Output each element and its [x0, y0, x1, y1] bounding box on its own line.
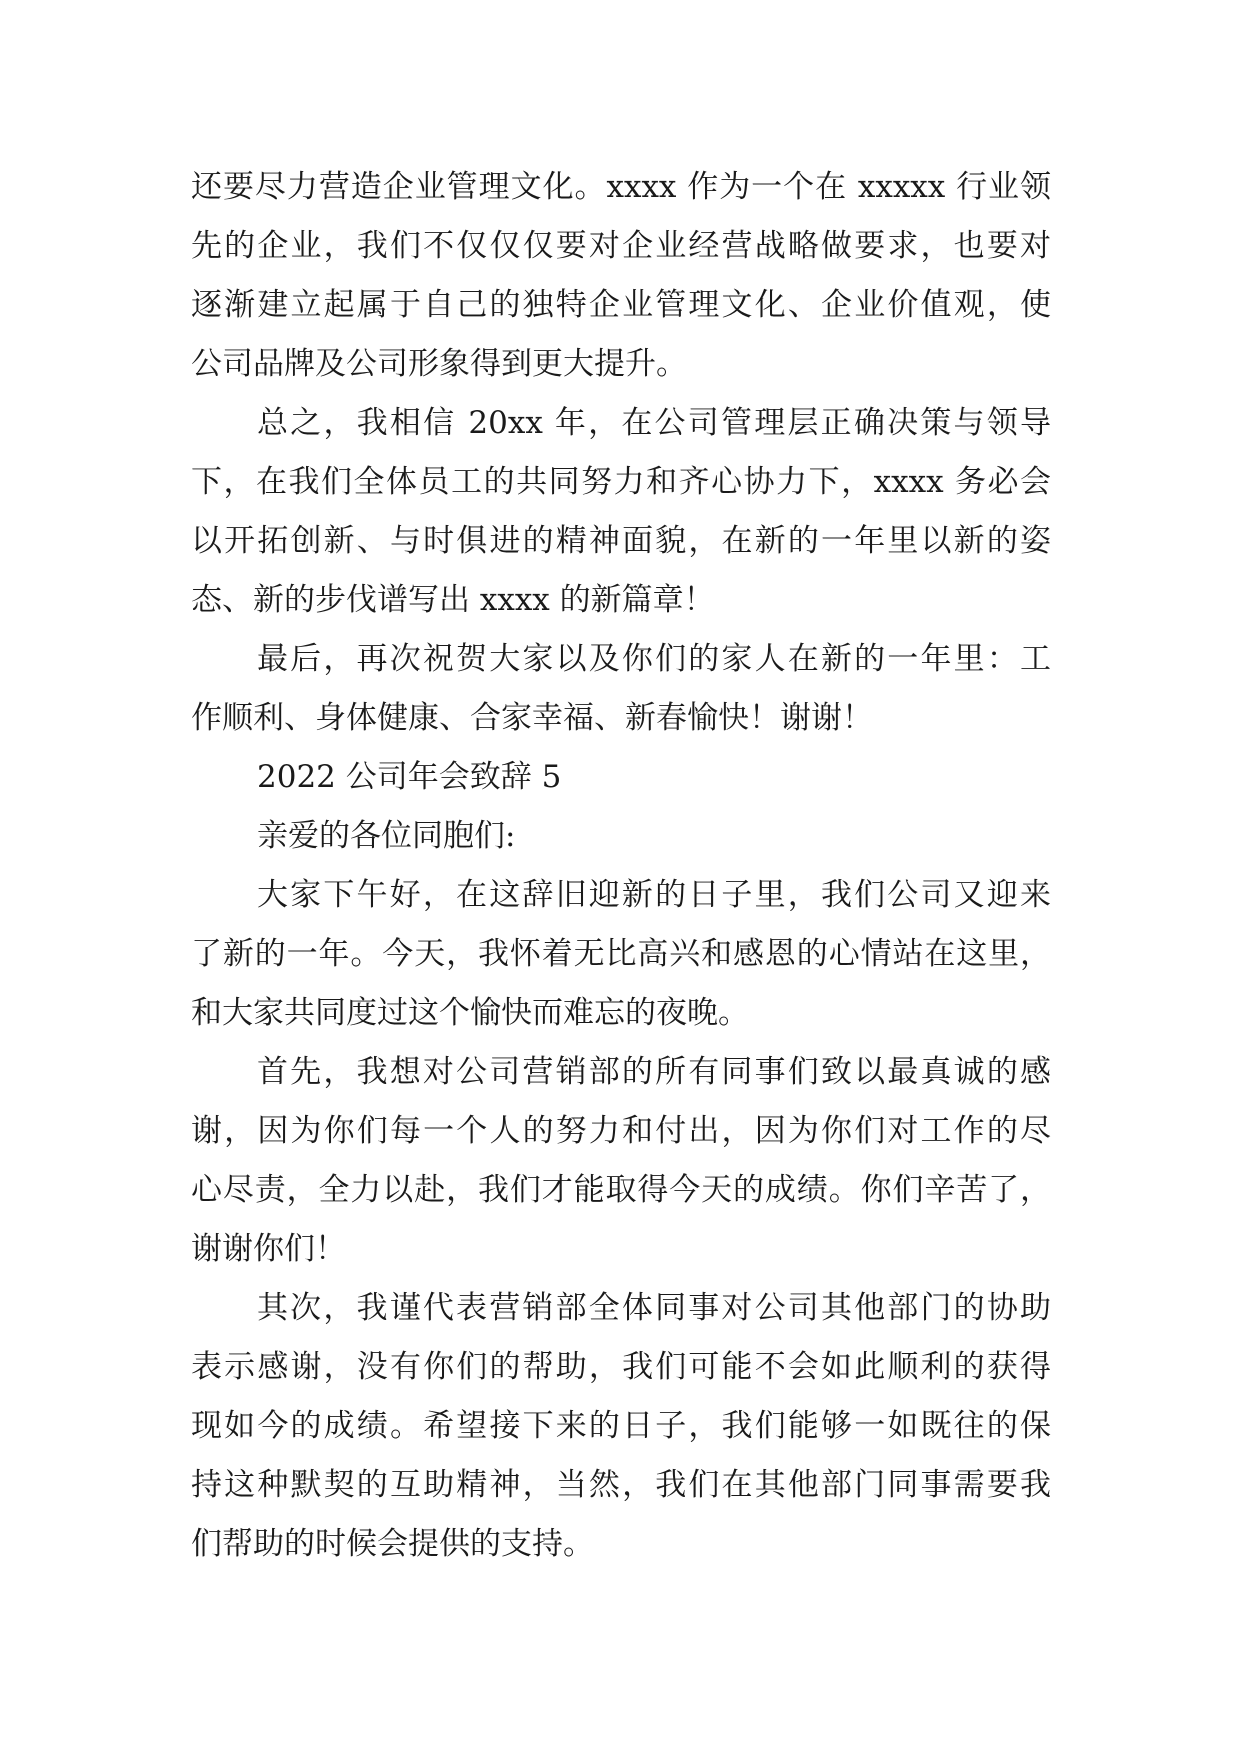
paragraph-first-line: 最后，再次祝贺大家以及你们的家人在新的一年里：工 — [257, 641, 1051, 677]
text-line: 和大家共同度过这个愉快而难忘的夜晚。 — [191, 995, 749, 1031]
text-line: 了新的一年。今天，我怀着无比高兴和感恩的心情站在这里， — [191, 936, 1051, 972]
text-line: 们帮助的时候会提供的支持。 — [191, 1526, 594, 1562]
section-heading: 2022 公司年会致辞 5 — [257, 759, 562, 795]
text-line: 持这种默契的互助精神，当然，我们在其他部门同事需要我 — [191, 1467, 1051, 1503]
text-line: 谢谢你们！ — [191, 1231, 346, 1267]
text-line: 作顺利、身体健康、合家幸福、新春愉快！谢谢！ — [191, 700, 873, 736]
paragraph-first-line: 首先，我想对公司营销部的所有同事们致以最真诚的感 — [257, 1054, 1051, 1090]
text-line: 还要尽力营造企业管理文化。xxxx 作为一个在 xxxxx 行业领 — [191, 169, 1051, 205]
text-line: 先的企业，我们不仅仅仅要对企业经营战略做要求，也要对 — [191, 228, 1051, 264]
text-line: 公司品牌及公司形象得到更大提升。 — [191, 346, 687, 382]
text-line: 谢，因为你们每一个人的努力和付出，因为你们对工作的尽 — [191, 1113, 1051, 1149]
text-line: 心尽责，全力以赴，我们才能取得今天的成绩。你们辛苦了， — [191, 1172, 1051, 1208]
text-line: 表示感谢，没有你们的帮助，我们可能不会如此顺利的获得 — [191, 1349, 1051, 1385]
salutation: 亲爱的各位同胞们: — [257, 818, 516, 854]
paragraph-first-line: 其次，我谨代表营销部全体同事对公司其他部门的协助 — [257, 1290, 1051, 1326]
text-line: 现如今的成绩。希望接下来的日子，我们能够一如既往的保 — [191, 1408, 1051, 1444]
text-line: 逐渐建立起属于自己的独特企业管理文化、企业价值观，使 — [191, 287, 1051, 323]
text-line: 以开拓创新、与时俱进的精神面貌，在新的一年里以新的姿 — [191, 523, 1051, 559]
paragraph-first-line: 总之，我相信 20xx 年，在公司管理层正确决策与领导 — [257, 405, 1051, 441]
paragraph-first-line: 大家下午好，在这辞旧迎新的日子里，我们公司又迎来 — [257, 877, 1051, 913]
text-line: 态、新的步伐谱写出 xxxx 的新篇章！ — [191, 582, 715, 618]
text-line: 下，在我们全体员工的共同努力和齐心协力下，xxxx 务必会 — [191, 464, 1051, 500]
